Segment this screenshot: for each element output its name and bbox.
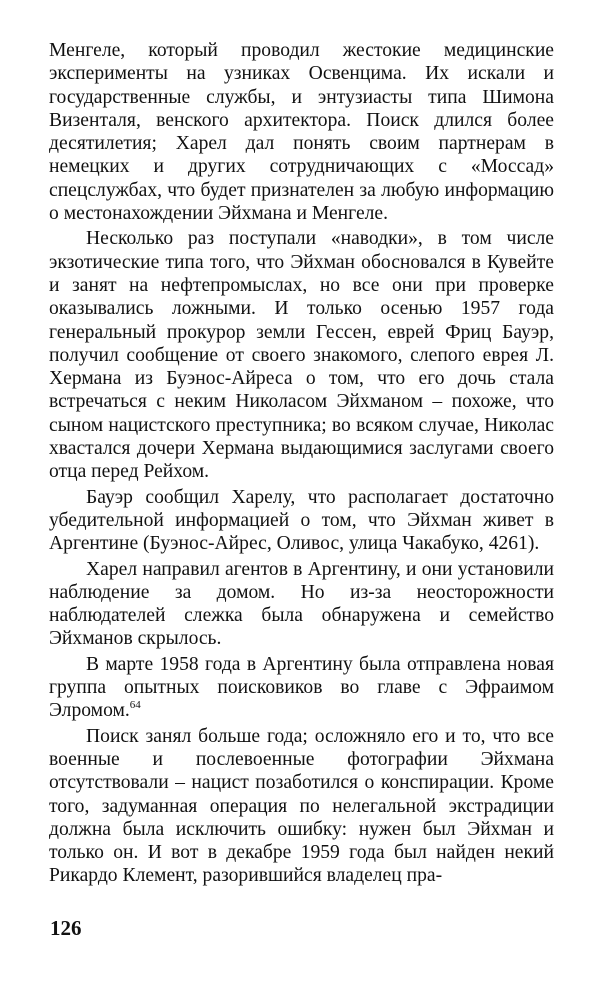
paragraph-2: Несколько раз поступали «наводки», в том числе экзотические типа того, что Эйхман обосновался в Кувейте и занят на нефтепромыслах, но все они при проверке оказывались ложными. И только осенью 1957 года генеральный прокурор земли Гессен, еврей Фриц Бауэр, получил сообщение от своего знакомого, слепого еврея Л. Хермана из Буэнос-Айреса о том, что его дочь стала встречаться с неким Николасом Эйхманом – похоже, что сыном нацистского преступника; во всяком случае, Николас хвастался дочери Хермана выдающимися заслугами своего отца перед Рейхом.: [49, 228, 554, 483]
page-number: 126: [50, 916, 82, 940]
paragraph-4: Харел направил агентов в Аргентину, и они установили наблюдение за домом. Но из-за неосторожности наблюдателей слежка была обнаружена и семейство Эйхманов скрылось.: [49, 558, 554, 650]
paragraph-5-text: В марте 1958 года в Аргентину была отправлена новая группа опытных поисковиков во главе с Эфраимом Элромом.: [49, 653, 554, 722]
footnote-marker: 64: [129, 699, 141, 712]
paragraph-3: Бауэр сообщил Харелу, что располагает достаточно убедительной информацией о том, что Эйхман живет в Аргентине (Буэнос-Айрес, Оливос, улица Чакабуко, 4261).: [49, 486, 554, 555]
book-page-text: [49, 39, 554, 888]
paragraph-5: [49, 653, 554, 723]
paragraph-6: Поиск занял больше года; осложняло его и то, что все военные и послевоенные фотографии Эйхмана отсутствовали – нацист позаботился о конспирации. Кроме того, задуманная операция по нелегальной экстрадиции должна была исключить ошибку: нужен был Эйхман и только он. И вот в декабре 1959 года был найден некий Рикардо Клемент, разорившийся владелец пра-: [49, 725, 554, 887]
paragraph-1: Менгеле, который проводил жестокие медицинские эксперименты на узниках Освенцима. Их искали и государственные службы, и энтузиасты типа Шимона Визенталя, венского архитектора. Поиск длился более десятилетия; Харел дал понять своим партнерам в немецких и других сотрудничающих с «Моссад» спецслужбах, что будет признателен за любую информацию о местонахождении Эйхмана и Менгеле.: [49, 40, 554, 225]
